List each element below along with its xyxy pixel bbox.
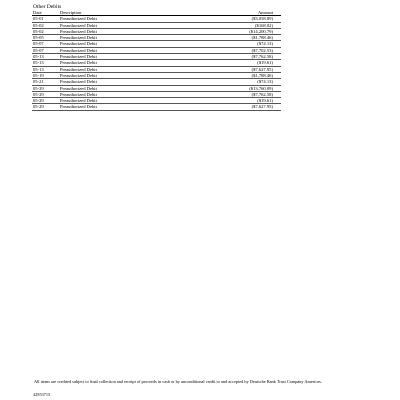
- row-description: Preauthorized Debit: [60, 35, 180, 41]
- row-description: Preauthorized Debit: [60, 66, 180, 72]
- row-date: 05-29: [32, 104, 60, 110]
- row-amount: ($1,788.46): [180, 35, 273, 41]
- footer-note: All items are credited subject to final collection and receipt of proceeds in cash or by unconditional credit to and accepted by Deutsche Bank Trust Company Americas.: [34, 379, 322, 384]
- row-description: Preauthorized Debit: [60, 28, 180, 34]
- row-description: Preauthorized Debit: [60, 41, 180, 47]
- row-description: Preauthorized Debit: [60, 22, 180, 28]
- row-description: Preauthorized Debit: [60, 60, 180, 66]
- row-amount: ($7,762.58): [180, 54, 273, 60]
- row-amount: ($19.61): [180, 60, 273, 66]
- header-date: Date: [32, 10, 60, 16]
- table-row: [32, 104, 281, 110]
- row-description: Preauthorized Debit: [60, 85, 180, 91]
- row-amount: ($7,762.58): [180, 91, 273, 97]
- row-date: 05-13: [32, 66, 60, 72]
- row-amount: ($19.61): [180, 98, 273, 104]
- row-description: Preauthorized Debit: [60, 16, 180, 22]
- row-date: 05-29: [32, 91, 60, 97]
- row-date: 05-01: [32, 16, 60, 22]
- header-description: Description: [60, 10, 180, 16]
- row-date: 05-07: [32, 41, 60, 47]
- row-amount: ($14,200.79): [180, 28, 273, 34]
- row-description: Preauthorized Debit: [60, 98, 180, 104]
- row-amount: ($74.13): [180, 41, 273, 47]
- row-description: Preauthorized Debit: [60, 104, 180, 110]
- row-amount: ($168.02): [180, 22, 273, 28]
- row-amount: ($7,702.53): [180, 47, 273, 53]
- row-date: 05-02: [32, 28, 60, 34]
- row-date: 05-13: [32, 54, 60, 60]
- row-date: 05-13: [32, 60, 60, 66]
- other-debits-table: [32, 10, 281, 111]
- page-number: 42953715: [33, 392, 51, 397]
- row-amount: ($7,627.95): [180, 104, 273, 110]
- row-date: 05-19: [32, 72, 60, 78]
- row-amount: ($1,788.46): [180, 72, 273, 78]
- row-amount: ($13,760.09): [180, 85, 273, 91]
- row-date: 05-07: [32, 47, 60, 53]
- row-date: 05-29: [32, 85, 60, 91]
- row-description: Preauthorized Debit: [60, 72, 180, 78]
- row-amount: ($74.13): [180, 79, 273, 85]
- row-description: Preauthorized Debit: [60, 79, 180, 85]
- section-title: Other Debits: [33, 4, 62, 10]
- row-date: 05-21: [32, 79, 60, 85]
- header-amount: Amount: [180, 10, 273, 16]
- row-description: Preauthorized Debit: [60, 54, 180, 60]
- row-date: 05-05: [32, 35, 60, 41]
- table-body: [32, 16, 281, 110]
- row-spacer: [273, 104, 281, 110]
- row-description: Preauthorized Debit: [60, 47, 180, 53]
- row-description: Preauthorized Debit: [60, 91, 180, 97]
- row-date: 05-02: [32, 22, 60, 28]
- row-date: 05-29: [32, 98, 60, 104]
- row-amount: ($3,058.89): [180, 16, 273, 22]
- row-amount: ($7,627.95): [180, 66, 273, 72]
